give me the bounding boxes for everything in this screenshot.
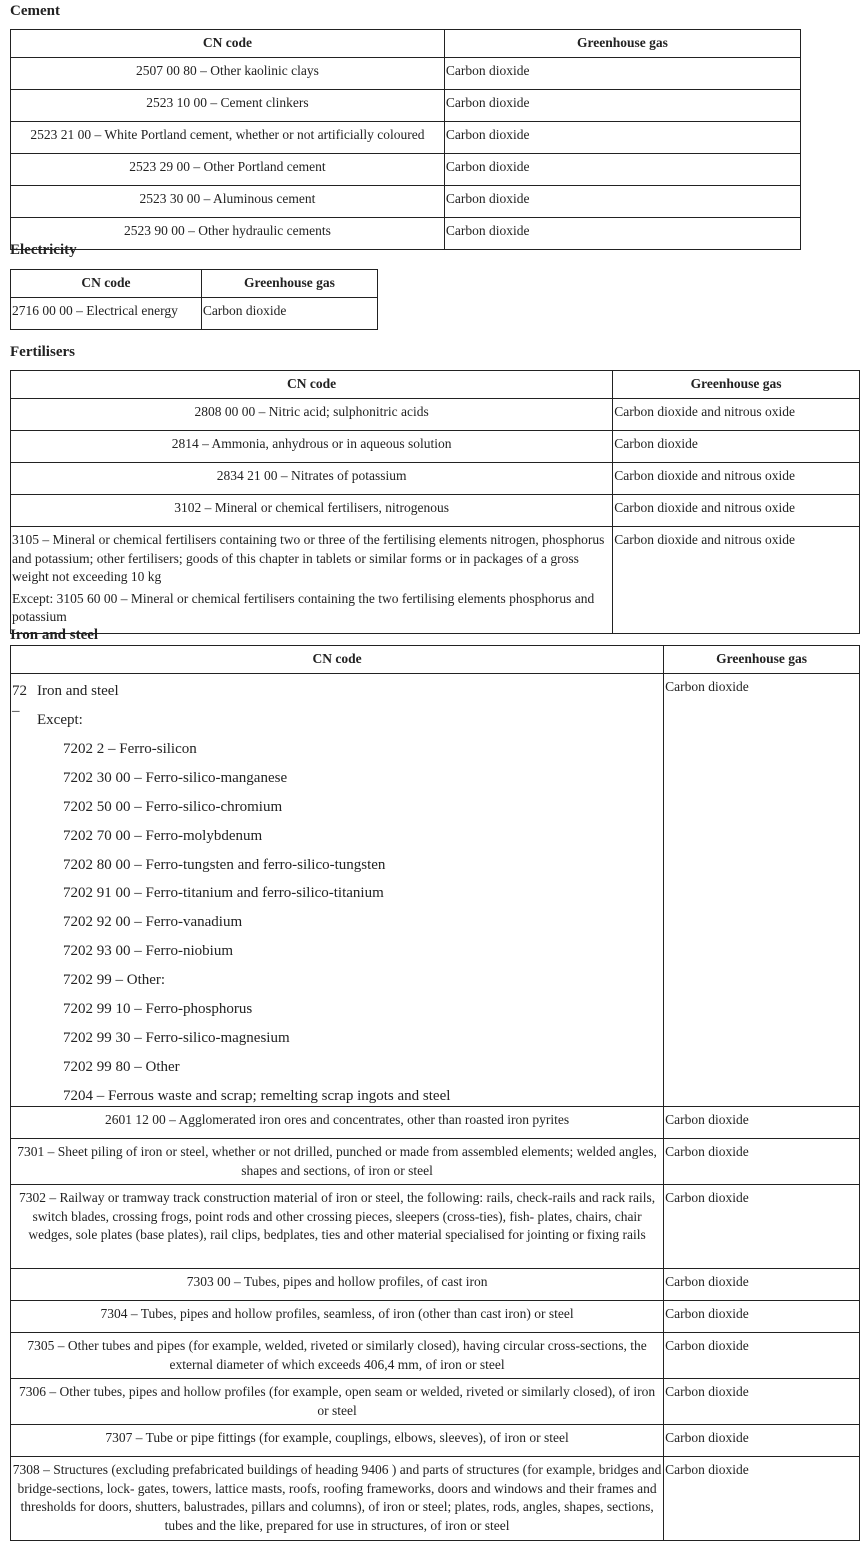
list-item: 7202 99 – Other: xyxy=(63,972,166,989)
list-item: 7202 70 00 – Ferro-molybdenum xyxy=(63,827,263,844)
chapter-dash: – xyxy=(12,703,20,719)
cement-table xyxy=(10,29,801,250)
table-row xyxy=(11,431,860,463)
table-header-row xyxy=(11,30,801,58)
iron-steel-table xyxy=(10,645,860,1541)
gas-cell: Carbon dioxide xyxy=(201,298,377,330)
cn-code-cell: 2523 29 00 – Other Portland cement xyxy=(11,154,445,186)
section-title-electricity: Electricity xyxy=(10,242,77,258)
table-row xyxy=(11,90,801,122)
cn-code-cell: 7301 – Sheet piling of iron or steel, whether or not drilled, punched or made from assembled elements; welded angles, shapes and sections, of iron or steel xyxy=(11,1139,664,1185)
gas-cell: Carbon dioxide and nitrous oxide xyxy=(613,399,860,431)
column-header-greenhouse-gas: Greenhouse gas xyxy=(613,371,860,399)
list-item: 7202 91 00 – Ferro-titanium and ferro-silico-titanium xyxy=(63,885,384,902)
section-title-cement: Cement xyxy=(10,3,60,19)
cn-code-cell xyxy=(11,527,613,634)
table-row xyxy=(11,1379,860,1425)
table-row xyxy=(11,674,860,1107)
table-row xyxy=(11,298,378,330)
cn-code-cell: 2523 90 00 – Other hydraulic cements xyxy=(11,218,445,250)
cn-code-cell xyxy=(11,674,664,1107)
table-row xyxy=(11,1301,860,1333)
section-title-iron-and-steel: Iron and steel xyxy=(10,627,99,643)
table-header-row xyxy=(11,270,378,298)
cn-code-text: 3105 – Mineral or chemical fertilisers containing two or three of the fertilising elements nitrogen, phosphorus and potassium; other fertilisers; goods of this chapter in tablets or similar forms or in packages of a gross weight not exceeding 10 kg xyxy=(12,532,605,584)
gas-cell: Carbon dioxide xyxy=(664,1139,860,1185)
gas-cell: Carbon dioxide xyxy=(664,674,860,1107)
cn-code-cell: 2601 12 00 – Agglomerated iron ores and concentrates, other than roasted iron pyrites xyxy=(11,1107,664,1139)
table-row xyxy=(11,399,860,431)
cn-code-cell: 2834 21 00 – Nitrates of potassium xyxy=(11,463,613,495)
gas-cell: Carbon dioxide and nitrous oxide xyxy=(613,495,860,527)
list-item: 7202 50 00 – Ferro-silico-chromium xyxy=(63,798,283,815)
list-item: 7202 80 00 – Ferro-tungsten and ferro-silico-tungsten xyxy=(63,856,386,873)
list-item: 7202 99 10 – Ferro-phosphorus xyxy=(63,1001,253,1018)
table-row xyxy=(11,1333,860,1379)
list-item: 7202 30 00 – Ferro-silico-manganese xyxy=(63,769,288,786)
column-header-cn-code: CN code xyxy=(11,270,202,298)
cn-code-cell: 2808 00 00 – Nitric acid; sulphonitric acids xyxy=(11,399,613,431)
gas-cell: Carbon dioxide xyxy=(444,218,800,250)
gas-cell: Carbon dioxide xyxy=(444,186,800,218)
column-header-cn-code: CN code xyxy=(11,371,613,399)
table-row xyxy=(11,1457,860,1541)
except-label: Except: xyxy=(37,712,83,728)
column-header-greenhouse-gas: Greenhouse gas xyxy=(444,30,800,58)
cn-code-cell: 7303 00 – Tubes, pipes and hollow profiles, of cast iron xyxy=(11,1269,664,1301)
table-row xyxy=(11,154,801,186)
gas-cell: Carbon dioxide and nitrous oxide xyxy=(613,527,860,634)
table-header-row xyxy=(11,646,860,674)
table-row xyxy=(11,1139,860,1185)
list-item: 7202 99 30 – Ferro-silico-magnesium xyxy=(63,1029,290,1046)
table-row xyxy=(11,1185,860,1269)
cn-code-cell: 3102 – Mineral or chemical fertilisers, nitrogenous xyxy=(11,495,613,527)
table-row xyxy=(11,495,860,527)
cn-code-cell: 2523 30 00 – Aluminous cement xyxy=(11,186,445,218)
gas-cell: Carbon dioxide xyxy=(444,90,800,122)
column-header-cn-code: CN code xyxy=(11,646,664,674)
gas-cell: Carbon dioxide and nitrous oxide xyxy=(613,463,860,495)
cn-code-cell: 7307 – Tube or pipe fittings (for example, couplings, elbows, sleeves), of iron or steel xyxy=(11,1425,664,1457)
cn-code-cell: 2523 10 00 – Cement clinkers xyxy=(11,90,445,122)
table-row xyxy=(11,527,860,634)
cn-code-cell: 2716 00 00 – Electrical energy xyxy=(11,298,202,330)
table-row xyxy=(11,463,860,495)
column-header-greenhouse-gas: Greenhouse gas xyxy=(201,270,377,298)
gas-cell: Carbon dioxide xyxy=(664,1185,860,1269)
list-item: 7202 93 00 – Ferro-niobium xyxy=(63,943,233,960)
cn-code-cell: 7304 – Tubes, pipes and hollow profiles, seamless, of iron (other than cast iron) or steel xyxy=(11,1301,664,1333)
cn-code-cell: 2814 – Ammonia, anhydrous or in aqueous solution xyxy=(11,431,613,463)
gas-cell: Carbon dioxide xyxy=(664,1269,860,1301)
chapter-number: 72 xyxy=(12,683,27,699)
fertilisers-table xyxy=(10,370,860,634)
cn-code-cell: 2523 21 00 – White Portland cement, whether or not artificially coloured xyxy=(11,122,445,154)
gas-cell: Carbon dioxide xyxy=(664,1107,860,1139)
exception-list xyxy=(63,740,450,1116)
gas-cell: Carbon dioxide xyxy=(613,431,860,463)
cn-code-cell: 7302 – Railway or tramway track construction material of iron or steel, the following: rails, check-rails and rack rails, switch blades, crossing frogs, point rods and other crossing pieces, sleepers (cross-ties), fish- plates, chairs, chair wedges, sole plates (base plates), rail clips, bedplates, ties and other material specialised for jointing or fixing rails xyxy=(11,1185,664,1269)
gas-cell: Carbon dioxide xyxy=(664,1301,860,1333)
table-row xyxy=(11,58,801,90)
list-item: 7202 99 80 – Other xyxy=(63,1058,180,1075)
list-item: 7202 92 00 – Ferro-vanadium xyxy=(63,914,243,931)
table-row xyxy=(11,1269,860,1301)
electricity-table xyxy=(10,269,378,330)
cn-code-cell: 7308 – Structures (excluding prefabricated buildings of heading 9406 ) and parts of structures (for example, bridges and bridge-sections, lock- gates, towers, lattice masts, roofs, roofing frameworks, doors and windows and their frames and thresholds for doors, shutters, balustrades, pillars and columns), of iron or steel; plates, rods, angles, shapes, sections, tubes and the like, prepared for use in structures, of iron or steel xyxy=(11,1457,664,1541)
cn-code-cell: 7306 – Other tubes, pipes and hollow profiles (for example, open seam or welded, riveted or similarly closed), of iron or steel xyxy=(11,1379,664,1425)
gas-cell: Carbon dioxide xyxy=(444,58,800,90)
table-row xyxy=(11,122,801,154)
list-item: 7204 – Ferrous waste and scrap; remelting scrap ingots and steel xyxy=(63,1087,451,1104)
cn-code-cell: 2507 00 80 – Other kaolinic clays xyxy=(11,58,445,90)
gas-cell: Carbon dioxide xyxy=(444,154,800,186)
gas-cell: Carbon dioxide xyxy=(664,1457,860,1541)
table-header-row xyxy=(11,371,860,399)
table-row xyxy=(11,1425,860,1457)
gas-cell: Carbon dioxide xyxy=(664,1425,860,1457)
table-row xyxy=(11,186,801,218)
gas-cell: Carbon dioxide xyxy=(664,1333,860,1379)
column-header-greenhouse-gas: Greenhouse gas xyxy=(664,646,860,674)
table-row xyxy=(11,218,801,250)
list-item: 7202 2 – Ferro-silicon xyxy=(63,741,197,757)
cn-code-exception: Except: 3105 60 00 – Mineral or chemical fertilisers containing the two fertilising elements phosphorus and potassium xyxy=(12,590,595,624)
cn-code-cell: 7305 – Other tubes and pipes (for example, welded, riveted or similarly closed), having circular cross-sections, the external diameter of which exceeds 406,4 mm, of iron or steel xyxy=(11,1333,664,1379)
gas-cell: Carbon dioxide xyxy=(664,1379,860,1425)
column-header-cn-code: CN code xyxy=(11,30,445,58)
chapter-heading: Iron and steel xyxy=(37,683,119,699)
section-title-fertilisers: Fertilisers xyxy=(10,344,75,360)
gas-cell: Carbon dioxide xyxy=(444,122,800,154)
